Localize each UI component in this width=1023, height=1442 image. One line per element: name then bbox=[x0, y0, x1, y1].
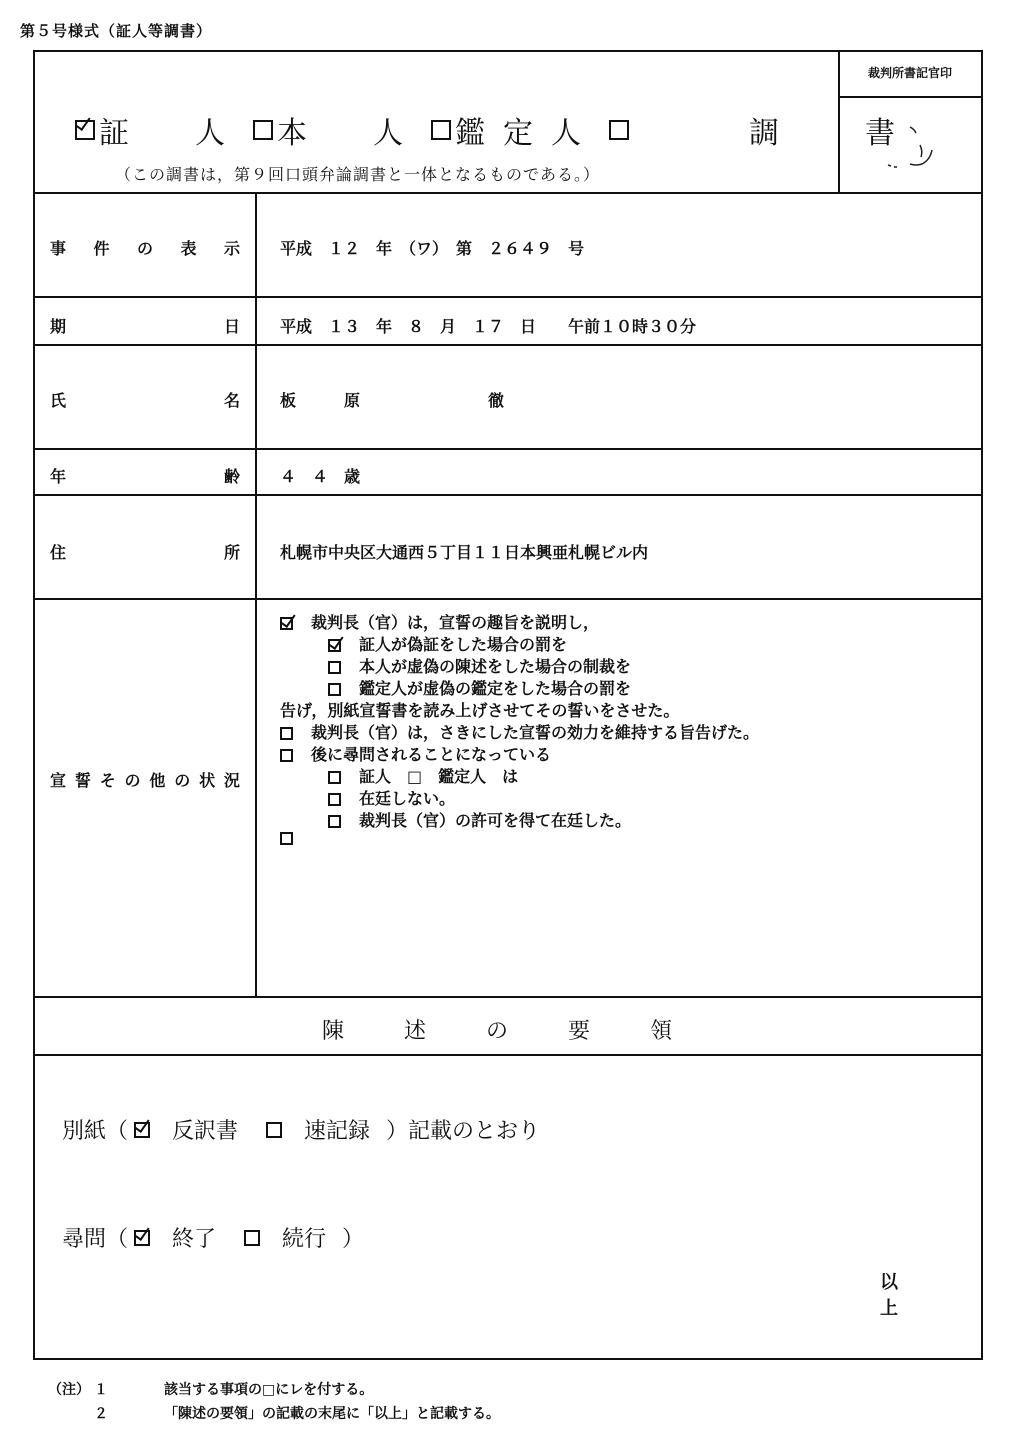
divider bbox=[33, 494, 983, 496]
section-title-char: の bbox=[486, 1019, 509, 1044]
examination-opt1: 終了 bbox=[172, 1227, 217, 1252]
oath-line: 証人が偽証をした場合の罰を bbox=[280, 634, 759, 656]
oath-line: 鑑定人が虚偽の鑑定をした場合の罰を bbox=[280, 678, 759, 700]
attachment-opt1: 反訳書 bbox=[172, 1119, 239, 1144]
oath-line: 裁判長（官）は，宣誓の趣旨を説明し， bbox=[280, 612, 759, 634]
divider bbox=[255, 192, 257, 997]
checkbox-stenography[interactable] bbox=[266, 1122, 282, 1138]
title-suffix: 調 書 bbox=[749, 116, 923, 151]
oath-line: 裁判長（官）は，さきにした宣誓の効力を維持する旨告げた。 bbox=[280, 722, 759, 744]
value-date: 平成 １３ 年 ８ 月 １７ 日 午前１０時３０分 bbox=[280, 317, 697, 336]
checkbox-party-sanction[interactable] bbox=[328, 661, 341, 674]
checkbox-oath-maintained[interactable] bbox=[280, 727, 293, 740]
checkbox-expert-penalty[interactable] bbox=[328, 683, 341, 696]
oath-line: 証人 □ 鑑定人 は bbox=[280, 766, 759, 788]
attachment-prefix: 別紙（ bbox=[62, 1119, 129, 1144]
divider bbox=[33, 296, 983, 298]
footnotes bbox=[48, 1378, 500, 1426]
footnote bbox=[48, 1402, 500, 1426]
attachment-line bbox=[62, 1114, 540, 1145]
section-title-char: 領 bbox=[650, 1019, 673, 1044]
value-name: 板 原 徹 bbox=[280, 391, 505, 410]
closing-mark: 以 上 bbox=[880, 1272, 992, 1319]
oath-line bbox=[280, 832, 759, 845]
footnote-prefix: （注） bbox=[48, 1382, 90, 1398]
divider bbox=[33, 448, 983, 450]
footnote bbox=[48, 1378, 500, 1402]
checkbox-transcript[interactable] bbox=[134, 1122, 150, 1138]
footnote-spacer bbox=[48, 1402, 94, 1426]
checkbox-other[interactable] bbox=[609, 120, 629, 140]
label-address: 住 所 bbox=[50, 543, 240, 562]
examination-prefix: 尋問（ bbox=[62, 1227, 129, 1252]
attachment-suffix: ）記載のとおり bbox=[386, 1119, 541, 1144]
checkbox-continued[interactable] bbox=[244, 1230, 260, 1246]
oath-list bbox=[280, 612, 759, 845]
section-title-char: 陳 bbox=[322, 1019, 345, 1044]
divider bbox=[33, 1054, 983, 1056]
form-number: 第５号様式（証人等調書） bbox=[20, 22, 213, 40]
divider bbox=[33, 344, 983, 346]
checkbox-witness-penalty[interactable] bbox=[328, 639, 341, 652]
footnote-text: 「陳述の要領」の記載の末尾に「以上」と記載する。 bbox=[164, 1406, 500, 1422]
checkbox-other-note[interactable] bbox=[280, 832, 293, 845]
document-title bbox=[75, 108, 923, 152]
oath-line: 裁判長（官）の許可を得て在廷した。 bbox=[280, 810, 759, 832]
title-note: （この調書は，第９回口頭弁論調書と一体となるものである。） bbox=[115, 165, 601, 184]
label-name: 氏 名 bbox=[50, 391, 240, 410]
value-case: 平成 １２ 年 （ワ） 第 ２６４９ 号 bbox=[280, 239, 585, 258]
divider bbox=[33, 598, 983, 600]
label-oath: 宣 誓 そ の 他 の 状 況 bbox=[50, 771, 240, 790]
section-title-char: 述 bbox=[404, 1019, 427, 1044]
title-witness: 証 人 bbox=[99, 116, 243, 151]
checkbox-not-present[interactable] bbox=[328, 793, 341, 806]
oath-line: 在廷しない。 bbox=[280, 788, 759, 810]
label-date: 期 日 bbox=[50, 317, 240, 336]
divider bbox=[33, 996, 983, 998]
footnote-text: 該当する事項の□にレを付する。 bbox=[164, 1382, 374, 1398]
value-age: ４ ４ 歳 bbox=[280, 467, 361, 486]
checkbox-witness[interactable] bbox=[75, 120, 95, 140]
footnote-number: ２ bbox=[94, 1406, 108, 1422]
checkbox-present-with-permission[interactable] bbox=[328, 815, 341, 828]
oath-line: 告げ，別紙宣誓書を読み上げさせてその誓いをさせた。 bbox=[280, 701, 680, 720]
examination-suffix: ） bbox=[342, 1227, 365, 1252]
checkbox-finished[interactable] bbox=[134, 1230, 150, 1246]
section-title bbox=[322, 1014, 732, 1045]
seal-label: 裁判所書記官印 bbox=[867, 66, 952, 80]
attachment-opt2: 速記録 bbox=[304, 1119, 371, 1144]
divider bbox=[838, 96, 983, 98]
title-party: 本 人 bbox=[277, 116, 421, 151]
label-age: 年 齢 bbox=[50, 467, 240, 486]
section-title-char: 要 bbox=[568, 1019, 591, 1044]
title-expert: 鑑定人 bbox=[455, 116, 599, 151]
checkbox-expert[interactable] bbox=[431, 120, 451, 140]
oath-line: 後に尋問されることになっている bbox=[280, 744, 759, 766]
oath-line: 本人が虚偽の陳述をした場合の制裁を bbox=[280, 656, 759, 678]
checkbox-later-examined[interactable] bbox=[280, 749, 293, 762]
footnote-number: １ bbox=[94, 1382, 108, 1398]
value-address: 札幌市中央区大通西５丁目１１日本興亜札幌ビル内 bbox=[280, 543, 649, 562]
examination-opt2: 続行 bbox=[282, 1227, 327, 1252]
label-case: 事 件 の 表 示 bbox=[50, 239, 240, 258]
examination-line bbox=[62, 1222, 364, 1253]
checkbox-oath-explained[interactable] bbox=[280, 617, 293, 630]
divider bbox=[33, 192, 983, 194]
checkbox-party[interactable] bbox=[253, 120, 273, 140]
checkbox-later-witness[interactable] bbox=[328, 771, 341, 784]
seal-mark bbox=[880, 115, 950, 185]
